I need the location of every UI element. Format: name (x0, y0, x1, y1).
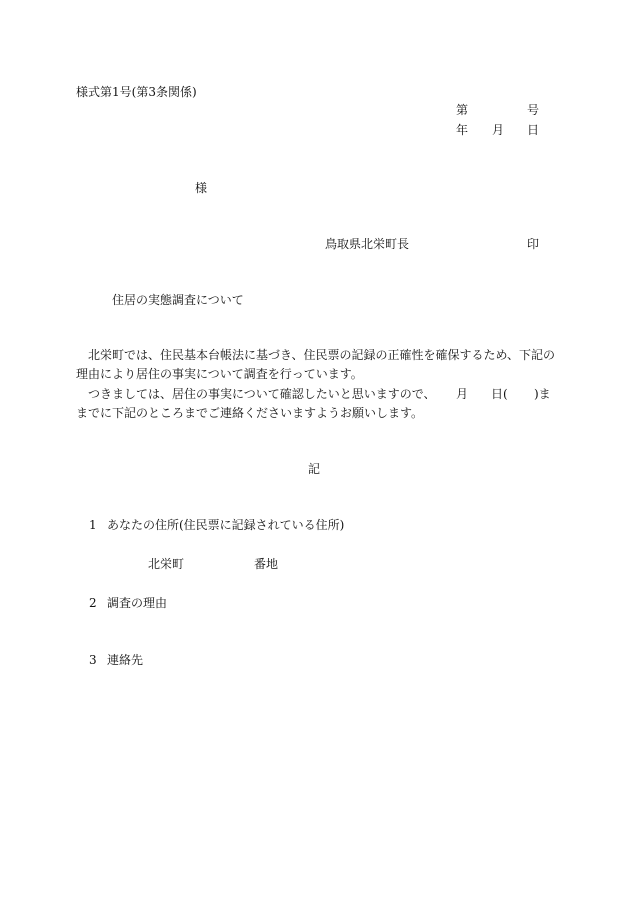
form-label: 様式第1号(第3条関係) (76, 85, 197, 99)
addressee-suffix: 様 (195, 181, 208, 195)
body-line-2: 理由により居住の事実について調査を行っています。 (76, 367, 363, 381)
sender-name: 鳥取県北栄町長 (325, 237, 410, 251)
item-number: 1 (89, 518, 97, 532)
reply-day-open: 日( (491, 387, 508, 401)
item-label: あなたの住所(住民票に記録されている住所) (107, 518, 345, 532)
date-year: 年 (456, 123, 469, 137)
date-month: 月 (492, 123, 505, 137)
item-label: 連絡先 (107, 653, 144, 667)
document-number-prefix: 第 (456, 103, 469, 117)
body-line-4: までに下記のところまでご連絡くださいますようお願いします。 (76, 406, 424, 420)
date-day: 日 (527, 123, 540, 137)
address-banchi: 番地 (254, 557, 279, 571)
document-number-suffix: 号 (527, 103, 540, 117)
address-town: 北栄町 (148, 557, 185, 571)
subject-title: 住居の実態調査について (112, 293, 244, 307)
item-number: 2 (89, 596, 97, 610)
sender-seal: 印 (527, 237, 540, 251)
reply-month: 月 (456, 387, 469, 401)
reply-day-close: )ま (534, 387, 551, 401)
body-line-3: つきましては、居住の事実について確認したいと思いますので、 (88, 387, 436, 401)
body-line-1: 北栄町では、住民基本台帳法に基づき、住民票の記録の正確性を確保するため、下記の (88, 348, 556, 362)
ki-heading: 記 (308, 462, 321, 476)
item-label: 調査の理由 (107, 596, 168, 610)
item-number: 3 (89, 653, 97, 667)
